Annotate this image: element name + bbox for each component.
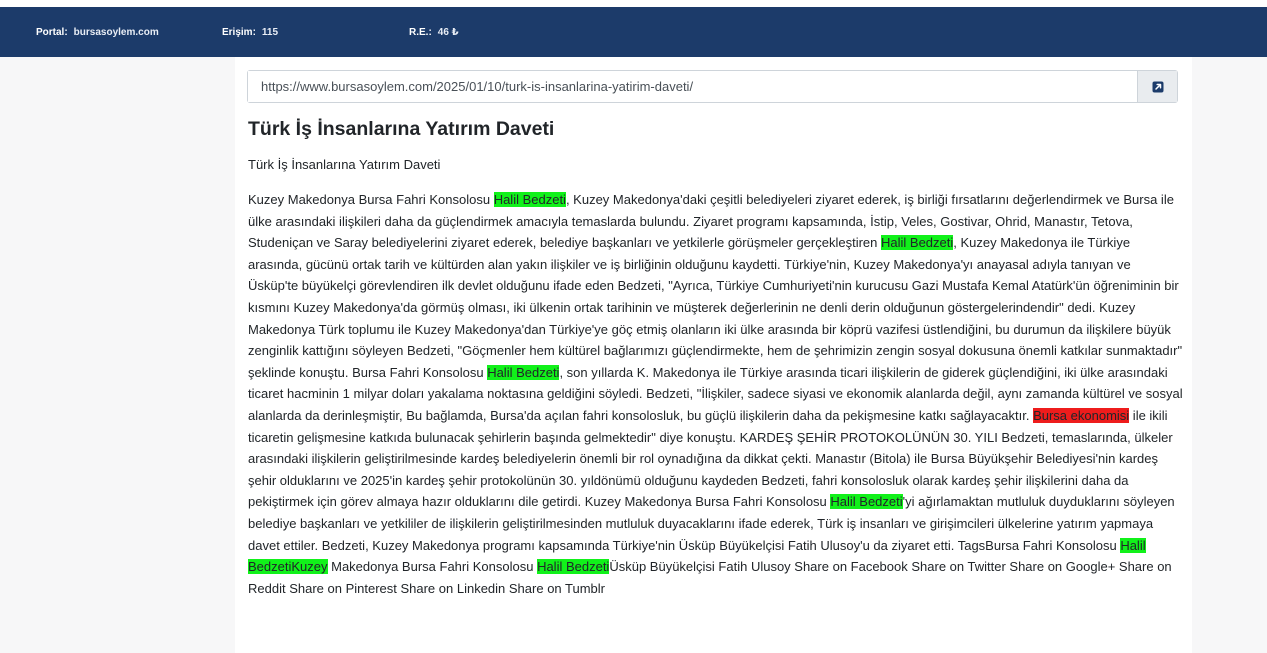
url-input[interactable] — [248, 71, 1137, 102]
url-bar — [247, 70, 1178, 103]
portal-stat — [36, 27, 222, 38]
re-label: R.E.: — [409, 26, 432, 38]
re-stat — [409, 27, 459, 38]
highlight-positive: Halil Bedzeti — [881, 235, 954, 251]
article-text-segment: , son yıllarda K. Makedonya ile Türkiye arasında ticari ilişkilerin de giderek güçlendiğini, iki ülke arasındaki ticaret hacminin 1 milyar doları yakalama noktasına geldiğini söyledi. Bedzeti, "İlişkiler, sadece siyasi ve ekonomik alanlarda değil, aynı zamanda kültürel ve sosyal alanlarda da derinleşmiştir, Bu bağlamda, Bursa'da açılan fahri konsolosluk, bu güçlü ilişkilerin daha da pekişmesine katkı sağlayacaktır. — [248, 364, 1183, 423]
article-text-segment: Üsküp Büyükelçisi Fatih Ulusoy Share on Facebook Share on Twitter Share on Google+ Share on Reddit Share on Pinterest Share on Linkedin Share on Tumblr — [248, 559, 1172, 596]
re-value: 46 ₺ — [437, 26, 459, 38]
erisim-label: Erişim: — [222, 26, 256, 38]
article-text-segment: 'yi ağırlamaktan mutluluk duyduklarını söyleyen belediye başkanları ve yetkililer de ilişkilerin geliştirilmesinden mutluluk duyacaklarını ifade ederek, Türk iş insanları ve girişimcileri ülkelerine yatırım yapmaya davet ettiler. Bedzeti, Kuzey Makedonya programı kapsamında Türkiye'nin Üsküp Büyükelçisi Fatih Ulusoy'u da ziyaret etti. TagsBursa Fahri Konsolosu — [248, 494, 1175, 553]
article-text-segment: , Kuzey Makedonya'daki çeşitli belediyeleri ziyaret ederek, iş birliği fırsatlarını değerlendirmek ve Bursa ile ülke arasındaki ilişkileri daha da güçlendirmek amacıyla temaslarda bulundu. Ziyaret programı kapsamında, İstip, Veles, Gostivar, Ohrid, Manastır, Tetova, Studeniçan ve Saray belediyelerini ziyaret ederek, belediye başkanları ve yetkilerle görüşmeler gerçekleştiren — [248, 192, 1174, 251]
erisim-value: 115 — [261, 26, 279, 38]
article-text-segment: Kuzey Makedonya Bursa Fahri Konsolosu — [248, 192, 494, 207]
article-text-segment: Makedonya Bursa Fahri Konsolosu — [327, 559, 538, 575]
portal-label: Portal: — [36, 26, 68, 38]
top-strip — [0, 0, 1267, 7]
article-panel — [235, 57, 1192, 653]
erisim-stat — [222, 27, 409, 38]
highlight-positive: Halil Bedzeti — [487, 364, 560, 380]
article-subtitle: Türk İş İnsanlarına Yatırım Daveti — [248, 157, 441, 172]
article-text-segment: ile ikili ticaretin gelişmesine katkıda bulunacak şehirlerin başında gelmektedir" diye konuştu. KARDEŞ ŞEHİR PROTOKOLÜNÜN 30. YILI Bedzeti, temaslarında, ülkeler arasındaki ilişkilerin geliştirilmesinde kardeş belediyelerin önemli bir rol oynadığına da dikkat çekti. Manastır (Bitola) ile Bursa Büyükşehir Belediyesi'nin kardeş şehir olduklarını ve 2025'in kardeş şehir protokolünün 30. yıldönümü olduğunu kaydeden Bedzeti, fahri konsolosluk olarak kardeş şehir ilişkilerini daha da pekiştirmek için görev almaya hazır olduklarını dile getirdi. Kuzey Makedonya Bursa Fahri Konsolosu — [248, 407, 1173, 510]
external-link-icon — [1152, 81, 1164, 93]
top-bar — [0, 7, 1267, 57]
portal-value: bursasoylem.com — [73, 26, 159, 38]
highlight-positive: Halil BedzetiKuzey — [248, 537, 1146, 575]
open-url-button[interactable] — [1137, 71, 1177, 102]
article-body — [248, 189, 1184, 599]
highlight-negative: Bursa ekonomisi — [1033, 407, 1130, 423]
highlight-positive: Halil Bedzeti — [830, 494, 903, 510]
highlight-positive: Halil Bedzeti — [493, 192, 566, 207]
highlight-positive: Halil Bedzeti — [537, 559, 610, 575]
article-title: Türk İş İnsanlarına Yatırım Daveti — [248, 118, 555, 140]
article-text-segment: , Kuzey Makedonya ile Türkiye arasında, gücünü ortak tarih ve kültürden alan yakın ilişkiler ve iş birliğinin olduğunu kaydetti. Türkiye'nin, Kuzey Makedonya'yı anayasal adıyla tanıyan ve Üsküp'te büyükelçi görevlendiren ilk devlet olduğunu ifade eden Bedzeti, "Ayrıca, Türkiye Cumhuriyeti'nin kurucusu Gazi Mustafa Kemal Atatürk'ün öğreniminin bir kısmını Kuzey Makedonya'da görmüş olması, iki ülkenin ortak tarihinin ve müşterek değerlerinin ne denli derin olduğunun göstergelerindendir" dedi. Kuzey Makedonya Türk toplumu ile Kuzey Makedonya'dan Türkiye'ye göç etmiş olanların iki ülke arasında bir köprü vazifesi üstlendiğini, bu durumun da ilişkilere büyük zenginlik kattığını söyleyen Bedzeti, "Göçmenler hem kültürel bağlarımızı güçlendirmekte, hem de şehrimizin zengin sosyal dokusuna önemli katkılar sunmaktadır" şeklinde konuştu. Bursa Fahri Konsolosu — [248, 235, 1183, 380]
